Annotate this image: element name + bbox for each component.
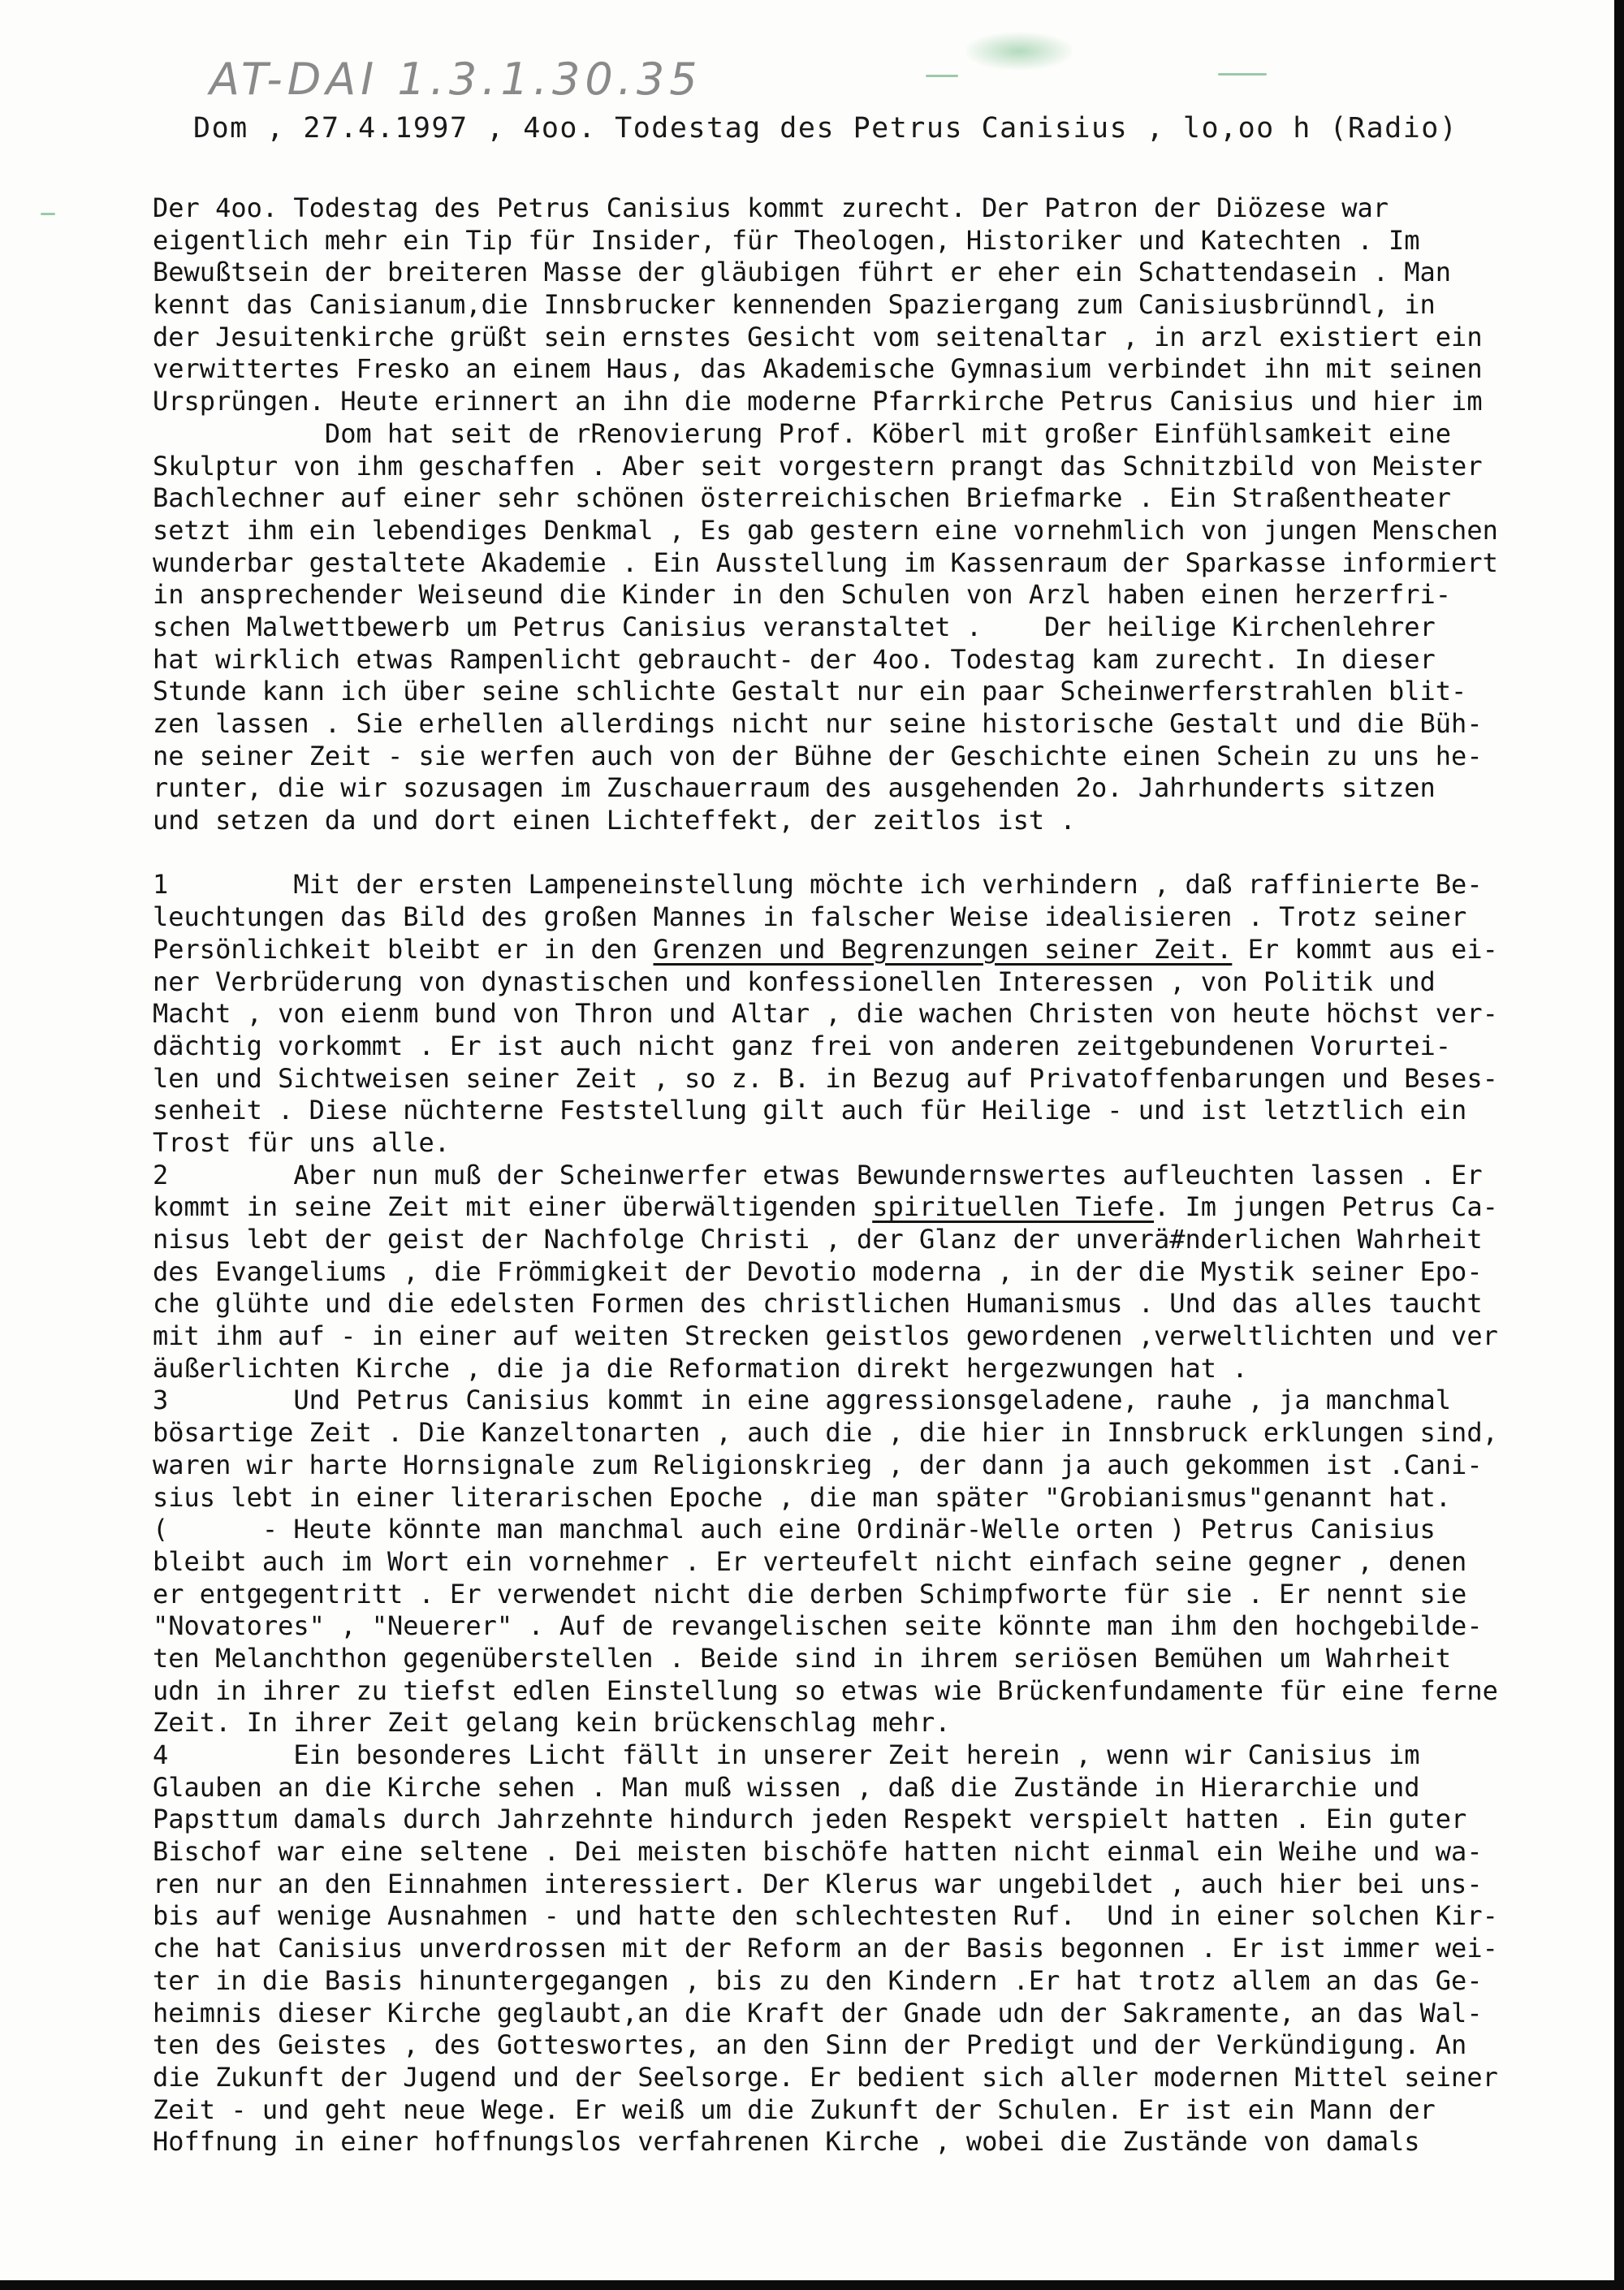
- text-line: des Evangeliums , die Frömmigkeit der Devotio moderna , in der die Mystik seiner Epo-: [153, 1255, 1483, 1287]
- text-line: ter in die Basis hinuntergegangen , bis zu den Kindern .Er hat trotz allem an das Ge-: [153, 1964, 1483, 1996]
- text-line: er entgegentritt . Er verwendet nicht die derben Schimpfworte für sie . Er nennt sie: [153, 1578, 1467, 1609]
- text-line: kennt das Canisianum,die Innsbrucker kennenden Spaziergang zum Canisiusbrünndl, in: [153, 289, 1436, 321]
- text-line: Papsttum damals durch Jahrzehnte hindurch jeden Respekt verspielt hatten . Ein guter: [153, 1804, 1467, 1835]
- text-line: bis auf wenige Ausnahmen - und hatte den schlechtesten Ruf. Und in einer solchen Kir-: [153, 1900, 1498, 1932]
- text-line: nisus lebt der geist der Nachfolge Christi , der Glanz der unverä#nderlichen Wahrheit: [153, 1224, 1483, 1255]
- text-line: Bischof war eine seltene . Dei meisten bischöfe hatten nicht einmal ein Weihe und wa-: [153, 1836, 1483, 1868]
- document-body: [153, 192, 1582, 2158]
- text-line: ner Verbrüderung von dynastischen und konfessionellen Interessen , von Politik und: [153, 966, 1436, 997]
- text-line: setzt ihm ein lebendiges Denkmal , Es gab gestern eine vornehmlich von jungen Menschen: [153, 514, 1498, 546]
- text-line: Ursprüngen. Heute erinnert an ihn die moderne Pfarrkirche Petrus Canisius und hier im: [153, 386, 1483, 417]
- text-line: äußerlichten Kirche , die ja die Reformation direkt hergezwungen hat .: [153, 1352, 1248, 1384]
- text-line: udn in ihrer zu tiefst edlen Einstellung so etwas wie Brückenfundamente für eine ferne: [153, 1674, 1498, 1706]
- text-segment: kommt in seine Zeit mit einer überwältigenden: [153, 1191, 873, 1223]
- section-1: [153, 869, 1582, 1159]
- intro-paragraph: [153, 192, 1582, 837]
- text-line: Hoffnung in einer hoffnungslos verfahrenen Kirche , wobei die Zustände von damals: [153, 2126, 1420, 2158]
- text-line: Zeit - und geht neue Wege. Er weiß um die Zukunft der Schulen. Er ist ein Mann der: [153, 2093, 1436, 2125]
- text-line: len und Sichtweisen seiner Zeit , so z. B. in Bezug auf Privatoffenbarungen und Beses-: [153, 1062, 1498, 1094]
- text-line: mit ihm auf - in einer auf weiten Strecken geistlos gewordenen ,verweltlichten und ver: [153, 1320, 1498, 1352]
- text-line: Skulptur von ihm geschaffen . Aber seit vorgestern prangt das Schnitzbild von Meister: [153, 450, 1483, 482]
- text-line: ten des Geistes , des Gotteswortes, an den Sinn der Predigt und der Verkündigung. An: [153, 2029, 1467, 2061]
- text-line: waren wir harte Hornsignale zum Religionskrieg , der dann ja auch gekommen ist .Cani-: [153, 1449, 1483, 1480]
- text-line: Macht , von eienm bund von Thron und Altar , die wachen Christen von heute höchst ver-: [153, 998, 1498, 1030]
- text-line: ten Melanchthon gegenüberstellen . Beide sind in ihrem seriösen Bemühen um Wahrheit: [153, 1642, 1452, 1674]
- text-line: 4 Ein besonderes Licht fällt in unserer Zeit herein , wenn wir Canisius im: [153, 1739, 1420, 1770]
- text-line: Der 4oo. Todestag des Petrus Canisius kommt zurecht. Der Patron der Diözese war: [153, 192, 1389, 223]
- text-line: in ansprechender Weiseund die Kinder in den Schulen von Arzl haben einen herzerfri-: [153, 579, 1452, 611]
- text-line: Glauben an die Kirche sehen . Man muß wissen , daß die Zustände in Hierarchie und: [153, 1771, 1420, 1803]
- text-line: verwittertes Fresko an einem Haus, das Akademische Gymnasium verbindet ihn mit seinen: [153, 353, 1483, 385]
- text-line: die Zukunft der Jugend und der Seelsorge. Er bedient sich aller modernen Mittel seiner: [153, 2061, 1498, 2093]
- text-line: schen Malwettbewerb um Petrus Canisius veranstaltet . Der heilige Kirchenlehrer: [153, 611, 1436, 642]
- text-line: bleibt auch im Wort ein vornehmer . Er verteufelt nicht einfach seine gegner , denen: [153, 1545, 1467, 1577]
- text-segment: Persönlichkeit bleibt er in den: [153, 933, 654, 965]
- text-line: che hat Canisius unverdrossen mit der Reform an der Basis begonnen . Er ist immer wei-: [153, 1933, 1498, 1964]
- underlined-phrase: Grenzen und Begrenzungen seiner Zeit.: [653, 933, 1233, 965]
- paper-speck: [926, 75, 958, 77]
- section-4: [153, 1739, 1582, 2158]
- text-line: Zeit. In ihrer Zeit gelang kein brückenschlag mehr.: [153, 1707, 951, 1739]
- text-line: sius lebt in einer literarischen Epoche , die man später "Grobianismus"genannt hat.: [153, 1481, 1452, 1513]
- paragraph-gap: [153, 837, 1582, 870]
- text-line: dächtig vorkommt . Er ist auch nicht ganz frei von anderen zeitgebundenen Vorurtei-: [153, 1030, 1452, 1061]
- section-2: [153, 1160, 1582, 1385]
- text-line: Dom hat seit de rRenovierung Prof. Köberl mit großer Einfühlsamkeit eine: [153, 417, 1452, 449]
- paper-speck: [41, 213, 55, 215]
- text-line: [153, 934, 1582, 966]
- text-line: 3 Und Petrus Canisius kommt in eine aggressionsgeladene, rauhe , ja manchmal: [153, 1385, 1452, 1416]
- text-line: Bachlechner auf einer sehr schönen österreichischen Briefmarke . Ein Straßentheater: [153, 482, 1452, 514]
- text-line: runter, die wir sozusagen im Zuschauerraum des ausgehenden 2o. Jahrhunderts sitzen: [153, 772, 1436, 804]
- text-line: Bewußtsein der breiteren Masse der gläubigen führt er eher ein Schattendasein . Man: [153, 257, 1452, 288]
- text-line: bösartige Zeit . Die Kanzeltonarten , auch die , die hier in Innsbruck erklungen sind,: [153, 1417, 1498, 1449]
- text-line: und setzen da und dort einen Lichteffekt, der zeitlos ist .: [153, 805, 1076, 836]
- text-line: Stunde kann ich über seine schlichte Gestalt nur ein paar Scheinwerferstrahlen blit-: [153, 676, 1467, 707]
- text-line: 2 Aber nun muß der Scheinwerfer etwas Bewundernswertes aufleuchten lassen . Er: [153, 1159, 1483, 1190]
- text-line: eigentlich mehr ein Tip für Insider, für Theologen, Historiker und Katechten . Im: [153, 224, 1420, 256]
- text-line: ren nur an den Einnahmen interessiert. Der Klerus war ungebildet , auch hier bei uns-: [153, 1868, 1483, 1899]
- text-line: senheit . Diese nüchterne Feststellung gilt auch für Heilige - und ist letztlich ein: [153, 1095, 1467, 1126]
- numbered-sections: [153, 869, 1582, 2158]
- text-line: ne seiner Zeit - sie werfen auch von der Bühne der Geschichte einen Schein zu uns he-: [153, 740, 1483, 771]
- text-line: zen lassen . Sie erhellen allerdings nicht nur seine historische Gestalt und die Büh-: [153, 708, 1483, 739]
- underlined-phrase: spirituellen Tiefe: [872, 1191, 1154, 1223]
- text-line: che glühte und die edelsten Formen des christlichen Humanismus . Und das alles taucht: [153, 1288, 1483, 1320]
- text-line: der Jesuitenkirche grüßt sein ernstes Gesicht vom seitenaltar , in arzl existiert ein: [153, 321, 1483, 352]
- paper-speck: [1218, 73, 1267, 76]
- text-line: [153, 1191, 1582, 1224]
- document-header: Dom , 27.4.1997 , 4oo. Todestag des Petrus Canisius , lo,oo h (Radio): [193, 112, 1458, 145]
- text-line: heimnis dieser Kirche geglaubt,an die Kraft der Gnade udn der Sakramente, an das Wal-: [153, 1997, 1483, 2029]
- text-line: ( - Heute könnte man manchmal auch eine Ordinär-Welle orten ) Petrus Canisius: [153, 1514, 1436, 1545]
- archive-signature: AT-DAI 1.3.1.30.35: [209, 54, 702, 105]
- text-segment: . Im jungen Petrus Ca-: [1154, 1191, 1498, 1223]
- text-line: leuchtungen das Bild des großen Mannes in falscher Weise idealisieren . Trotz seiner: [153, 901, 1467, 933]
- text-segment: Er kommt aus ei-: [1232, 933, 1498, 965]
- text-line: Trost für uns alle.: [153, 1126, 451, 1158]
- paper-stain: [966, 32, 1072, 70]
- text-line: hat wirklich etwas Rampenlicht gebraucht- der 4oo. Todestag kam zurecht. In dieser: [153, 643, 1436, 675]
- text-line: 1 Mit der ersten Lampeneinstellung möchte ich verhindern , daß raffinierte Be-: [153, 869, 1483, 901]
- text-line: "Novatores" , "Neuerer" . Auf de revangelischen seite könnte man ihm den hochgebilde-: [153, 1610, 1483, 1642]
- text-line: wunderbar gestaltete Akademie . Ein Ausstellung im Kassenraum der Sparkasse informiert: [153, 547, 1498, 578]
- section-3: [153, 1385, 1582, 1739]
